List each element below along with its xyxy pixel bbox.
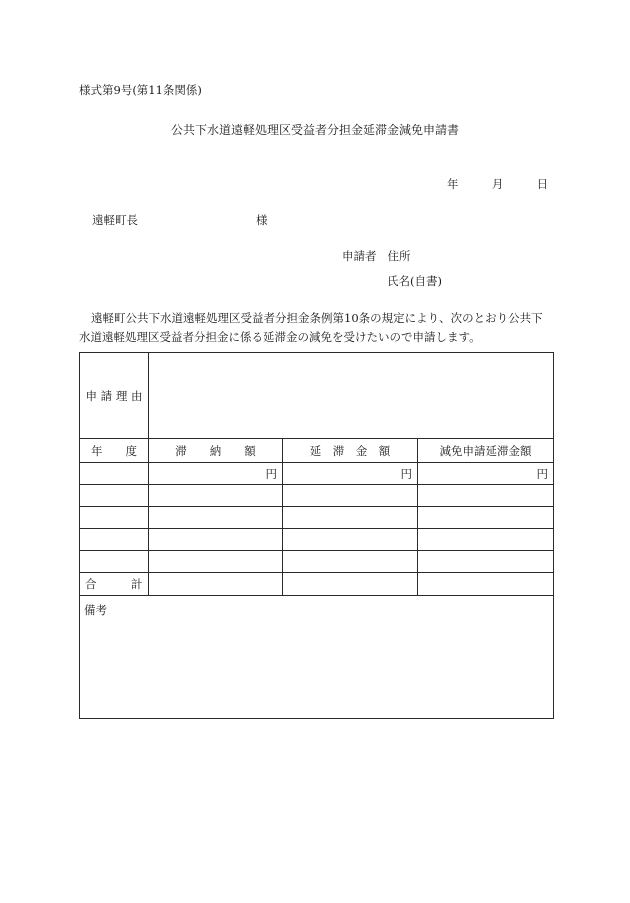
reduction-cell[interactable] [418, 529, 554, 551]
notes-label: 備考 [84, 603, 107, 617]
notes-field[interactable] [80, 596, 554, 719]
header-payment: 滞 納 額 [149, 439, 283, 463]
payment-cell[interactable] [149, 529, 283, 551]
reason-row [80, 353, 554, 439]
late-fee-cell[interactable] [283, 551, 418, 573]
year-cell[interactable] [80, 485, 149, 507]
payment-cell[interactable] [149, 507, 283, 529]
applicant-address-label: 住所 [387, 249, 411, 263]
table-row [80, 463, 554, 485]
total-row [80, 573, 554, 596]
reduction-cell[interactable]: 円 [418, 463, 554, 485]
reduction-cell[interactable] [418, 551, 554, 573]
header-late-fee: 延 滞 金 額 [283, 439, 418, 463]
header-year: 年 度 [80, 439, 149, 463]
body-line-1: 遠軽町公共下水道遠軽処理区受益者分担金条例第10条の規定により、次のとおり公共下 [91, 311, 543, 325]
table-header-row [80, 439, 554, 463]
applicant-label: 申請者 [342, 249, 377, 263]
date-line [447, 176, 548, 192]
reason-field[interactable] [149, 353, 554, 439]
header-reduction: 減免申請延滞金額 [418, 439, 554, 463]
total-reduction-cell[interactable] [418, 573, 554, 596]
table-row [80, 529, 554, 551]
form-number-label: 様式第9号(第11条関係) [79, 83, 202, 97]
payment-cell[interactable] [149, 485, 283, 507]
date-month: 月 [491, 177, 504, 191]
date-day: 日 [536, 177, 549, 191]
date-year: 年 [447, 177, 459, 191]
applicant-name-label: 氏名(自書) [387, 274, 442, 288]
reason-label: 申 請 理 由 [80, 353, 149, 439]
total-label: 合 計 [80, 573, 149, 596]
table-row [80, 551, 554, 573]
year-cell[interactable] [80, 529, 149, 551]
total-late-fee-cell[interactable] [283, 573, 418, 596]
year-cell[interactable] [80, 463, 149, 485]
late-fee-cell[interactable] [283, 529, 418, 551]
addressee-line [92, 212, 268, 228]
late-fee-cell[interactable]: 円 [283, 463, 418, 485]
reduction-cell[interactable] [418, 507, 554, 529]
addressee-name: 遠軽町長 [92, 213, 138, 227]
payment-cell[interactable]: 円 [149, 463, 283, 485]
application-table [79, 352, 554, 719]
reduction-cell[interactable] [418, 485, 554, 507]
addressee-honorific: 様 [256, 213, 268, 227]
notes-row [80, 596, 554, 719]
document-title: 公共下水道遠軽処理区受益者分担金延滞金減免申請書 [170, 123, 459, 137]
payment-cell[interactable] [149, 551, 283, 573]
table-row [80, 485, 554, 507]
year-cell[interactable] [80, 551, 149, 573]
late-fee-cell[interactable] [283, 485, 418, 507]
body-line-2: 水道遠軽処理区受益者分担金に係る延滞金の減免を受けたいので申請します。 [79, 330, 481, 344]
late-fee-cell[interactable] [283, 507, 418, 529]
application-body-text [79, 309, 553, 347]
applicant-address-line [342, 248, 410, 264]
year-cell[interactable] [80, 507, 149, 529]
table-row [80, 507, 554, 529]
total-payment-cell[interactable] [149, 573, 283, 596]
